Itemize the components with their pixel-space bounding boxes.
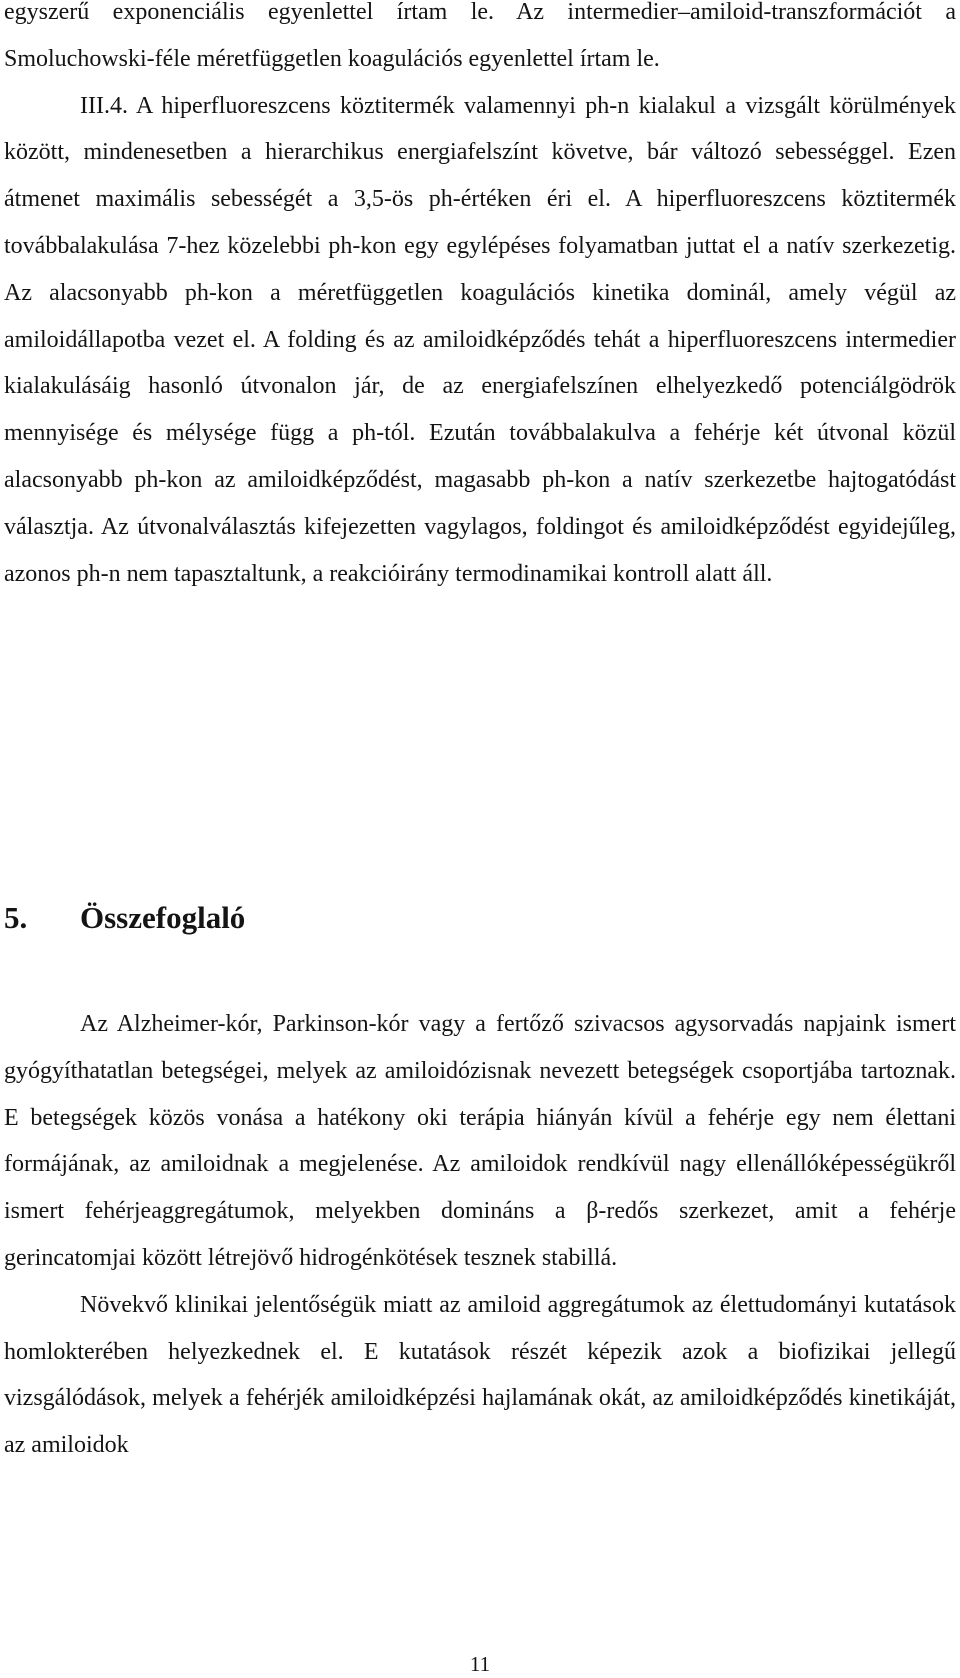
section-title: Összefoglaló bbox=[80, 900, 246, 935]
page-number: 11 bbox=[469, 1652, 491, 1676]
continuation-paragraph: egyszerű exponenciális egyenlettel írtam le. Az intermedier–amiloid-transzformációt a Smoluchowski-féle méretfüggetlen koagulációs egyenlettel írtam le. bbox=[4, 0, 956, 72]
conclusion-paragraph-iii-4: III.4. A hiperfluoreszcens köztitermék valamennyi ph-n kialakul a vizsgált körülmények között, mindenesetben a hierarchikus energiafelszínt követve, bár változó sebességgel. Ezen átmenet maximális sebességét a 3,5-ös ph-értéken éri el. A hiperfluoreszcens köztitermék továbbalakulása 7-hez közelebbi ph-kon egy egylépéses folyamatban juttat el a natív szerkezetig. Az alacsonyabb ph-kon a méretfüggetlen koagulációs kinetika dominál, amely végül az amiloidállapotba vezet el. A folding és az amiloidképződés tehát a hiperfluoreszcens intermedier kialakulásáig hasonló útvonalon jár, de az energiafelszínen elhelyezkedő potenciálgödrök mennyisége és mélysége függ a ph-tól. Ezután továbbalakulva a fehérje két útvonal közül alacsonyabb ph-kon az amiloidképződést, magasabb ph-kon a natív szerkezetbe hajtogatódást választja. Az útvonalválasztás kifejezetten vagylagos, foldingot és amiloidképződést egyidejűleg, azonos ph-n nem tapasztaltunk, a reakcióirány termodinamikai kontroll alatt áll. bbox=[4, 92, 956, 587]
section-heading bbox=[4, 898, 956, 938]
summary-paragraph-1: Az Alzheimer-kór, Parkinson-kór vagy a fertőző szivacsos agysorvadás napjaink ismert gyógyíthatatlan betegségei, melyek az amiloidózisnak nevezett betegségek csoportjába tartoznak. E betegségek közös vonása a hatékony oki terápia hiányán kívül a fehérje egy nem élettani formájának, az amiloidnak a megjelenése. Az amiloidok rendkívül nagy ellenállóképességükről ismert fehérjeaggregátumok, melyekben domináns a β-redős szerkezet, amit a fehérje gerincatomjai között létrejövő hidrogénkötések tesznek stabillá. bbox=[4, 1011, 956, 1271]
results-text-block bbox=[4, 0, 956, 597]
section-number: 5. bbox=[4, 900, 28, 935]
summary-text-block bbox=[4, 1001, 956, 1469]
summary-paragraph-2: Növekvő klinikai jelentőségük miatt az amiloid aggregátumok az élettudományi kutatások homlokterében helyezkednek el. E kutatások részét képezik azok a biofizikai jellegű vizsgálódások, melyek a fehérjék amiloidképzési hajlamának okát, az amiloidképződés kinetikáját, az amiloidok bbox=[4, 1291, 956, 1459]
